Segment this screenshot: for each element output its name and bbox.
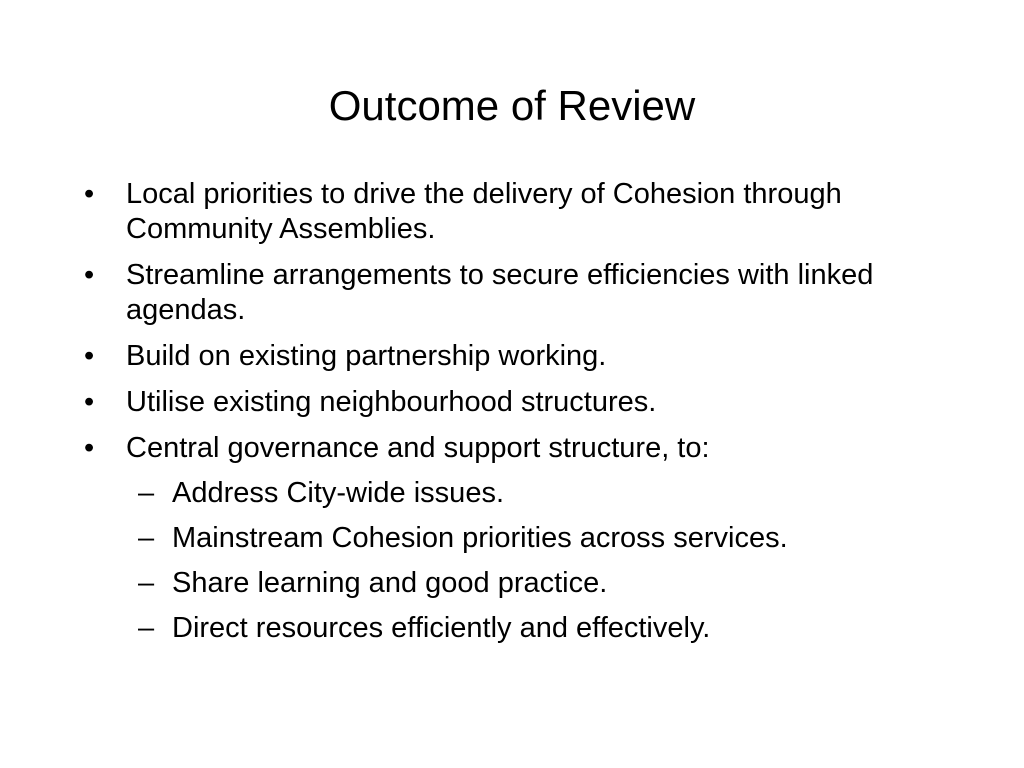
sub-bullet-text: Direct resources efficiently and effectively.: [172, 612, 711, 644]
bullet-item: [84, 385, 944, 420]
bullet-text: Utilise existing neighbourhood structures.: [126, 386, 657, 418]
bullet-item: [84, 339, 944, 374]
sub-bullet-item: [126, 521, 944, 556]
sub-bullet-marker: –: [138, 522, 155, 554]
bullet-marker: •: [84, 386, 95, 418]
sub-bullet-item: [126, 476, 944, 511]
sub-bullet-item: [126, 611, 944, 646]
bullet-marker: •: [84, 178, 95, 210]
bullet-text: Local priorities to drive the delivery of Cohesion through Community Assemblies.: [126, 178, 842, 245]
sub-bullet-marker: –: [138, 477, 155, 509]
bullet-marker: •: [84, 340, 95, 372]
bullet-text: Central governance and support structure, to:: [126, 432, 710, 464]
sub-bullet-marker: –: [138, 567, 155, 599]
bullet-item: [84, 177, 944, 247]
sub-bullet-list: [126, 476, 944, 646]
bullet-marker: •: [84, 432, 95, 464]
slide-title: Outcome of Review: [328, 82, 696, 129]
sub-bullet-marker: –: [138, 612, 155, 644]
bullet-text: Build on existing partnership working.: [126, 340, 607, 372]
bullet-marker: •: [84, 259, 95, 291]
bullet-item: [84, 258, 944, 328]
sub-bullet-text: Mainstream Cohesion priorities across services.: [172, 522, 788, 554]
sub-bullet-text: Address City-wide issues.: [172, 477, 504, 509]
sub-bullet-item: [126, 566, 944, 601]
bullet-list: [84, 177, 944, 657]
bullet-item: [84, 431, 944, 646]
bullet-text: Streamline arrangements to secure efficiencies with linked agendas.: [126, 259, 874, 326]
sub-bullet-text: Share learning and good practice.: [172, 567, 608, 599]
